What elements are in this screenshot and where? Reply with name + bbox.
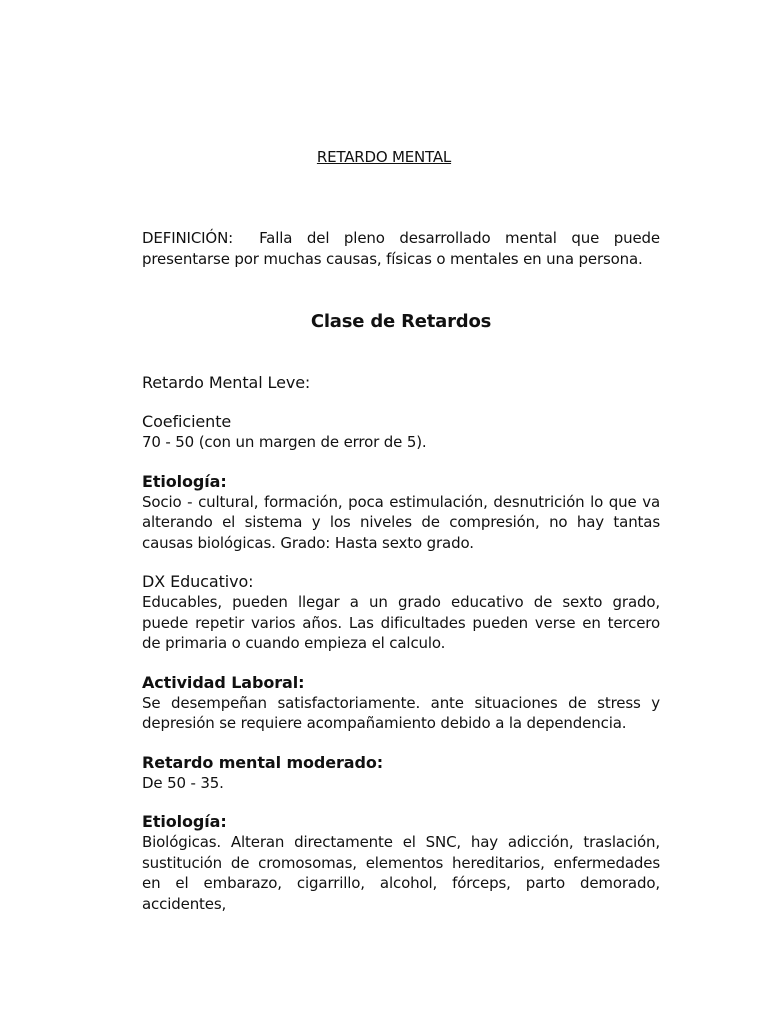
dx-educativo-heading: DX Educativo: [142,572,254,591]
document-title: RETARDO MENTAL [316,148,452,166]
moderado-range-text: De 50 - 35. [142,773,224,792]
leve-etiologia-heading: Etiología: [142,471,227,491]
actividad-laboral-text: Se desempeñan satisfactoriamente. ante situaciones de stress y depresión se requiere acompañamiento debido a la dependencia. [142,693,660,732]
moderado-etiologia-heading: Etiología: [142,812,227,831]
definition-paragraph [142,228,660,269]
leve-etiologia-text: Socio - cultural, formación, poca estimulación, desnutrición lo que va alterando el sistema y los niveles de compresión, no hay tantas causas biológicas. Grado: Hasta sexto grado. [142,492,660,552]
document-body [142,228,660,914]
definition-text: Falla del pleno desarrollado mental que puede presentarse por muchas causas, físicas o mentales en una persona. [142,229,660,268]
leve-heading: Retardo Mental Leve: [142,373,311,392]
coeficiente-text: 70 - 50 (con un margen de error de 5). [142,433,427,451]
dx-educativo-text: Educables, pueden llegar a un grado educativo de sexto grado, puede repetir varios años. Las dificultades pueden verse en tercero de primaria o cuando empieza el calculo. [142,593,660,652]
coeficiente-heading: Coeficiente [142,412,232,431]
section-title: Clase de Retardos [310,311,492,332]
actividad-laboral-heading: Actividad Laboral: [142,672,305,692]
definition-label: DEFINICIÓN: [142,229,234,247]
moderado-etiologia-text: Biológicas. Alteran directamente el SNC, hay adicción, traslación, sustitución de cromosomas, elementos hereditarios, enfermedades en el embarazo, cigarrillo, alcohol, fórceps, parto demorado, accidentes, [142,833,660,913]
moderado-heading: Retardo mental moderado: [142,752,384,772]
